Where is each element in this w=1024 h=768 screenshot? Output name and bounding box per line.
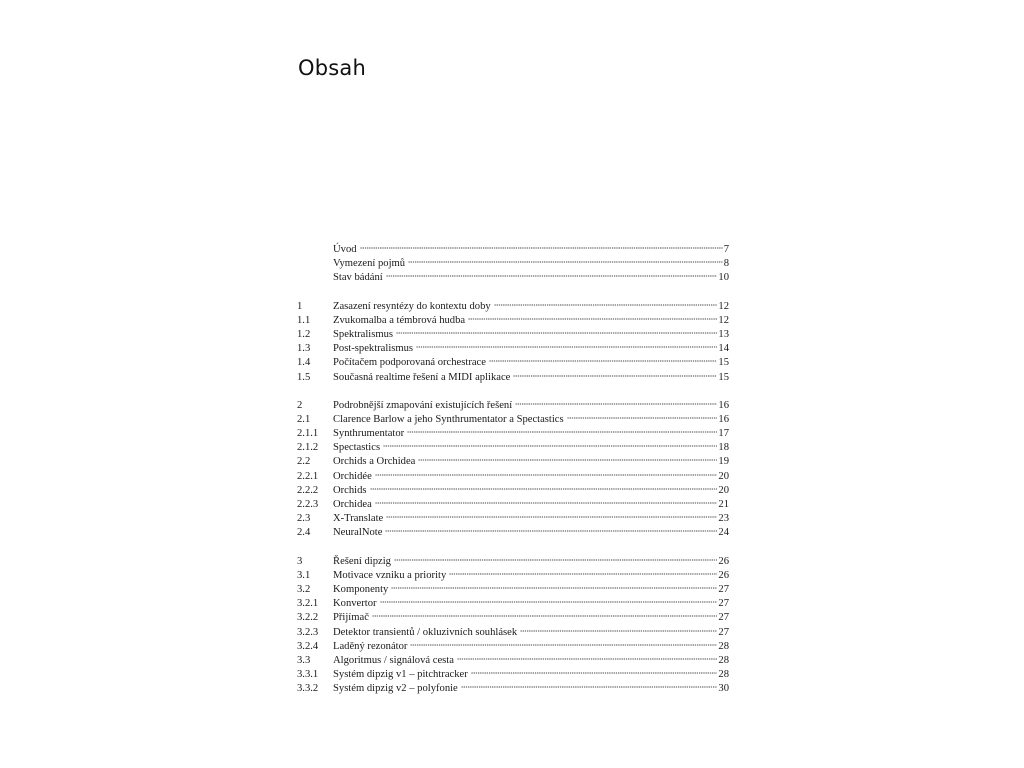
toc-entry-page: 28	[718, 640, 729, 652]
dot-leader	[468, 317, 717, 321]
dot-leader	[416, 345, 717, 349]
dot-leader	[370, 487, 718, 491]
dot-leader	[372, 614, 718, 618]
toc-entry-number: 2.1.1	[297, 428, 319, 440]
toc-entry-number: 1.1	[297, 314, 311, 326]
toc-entry-title: Úvod	[333, 244, 357, 255]
dot-leader	[457, 657, 717, 661]
toc-entry	[297, 455, 729, 469]
toc-group	[297, 399, 729, 541]
toc-entry-page: 24	[718, 527, 729, 539]
toc-entry-page: 8	[723, 258, 729, 270]
toc-entry-title: Detektor transientů / okluzivních souhlásek	[333, 626, 518, 638]
toc-entry-title: Spektralismus	[333, 328, 394, 340]
dot-leader	[461, 685, 718, 689]
toc-entry	[297, 597, 729, 611]
toc-group	[297, 555, 729, 697]
toc-entry-number: 3.2	[297, 583, 311, 595]
toc-entry	[297, 356, 729, 370]
dot-leader	[375, 501, 718, 505]
dot-leader	[386, 515, 717, 519]
toc-entry-title: Současná realtime řešení a MIDI aplikace	[333, 371, 511, 383]
toc-entry	[297, 555, 729, 569]
toc-entry	[297, 427, 729, 441]
toc-entry	[297, 569, 729, 583]
toc-entry-number: 3.3	[297, 654, 311, 666]
toc-entry	[297, 413, 729, 427]
toc-entry	[297, 470, 729, 484]
toc-entry	[297, 682, 729, 696]
dot-leader	[407, 430, 717, 434]
toc-entry-page: 7	[723, 244, 729, 255]
dot-leader	[567, 416, 718, 420]
toc-entry-title: Počítačem podporovaná orchestrace	[333, 357, 486, 369]
toc-entry-title: Komponenty	[333, 583, 389, 595]
toc-entry-title: Podrobnější zmapování existujících řešení	[333, 399, 513, 411]
toc-entry-number: 1.3	[297, 343, 311, 355]
toc-entry-title: Systém dipzig v1 – pitchtracker	[333, 669, 468, 681]
toc-entry-title: Systém dipzig v2 – polyfonie	[333, 683, 458, 695]
toc-entry	[297, 512, 729, 526]
toc-entry-title: Orchids	[333, 484, 367, 496]
toc-entry	[297, 399, 729, 413]
toc-entry-page: 12	[718, 300, 729, 312]
toc-entry-page: 15	[718, 371, 729, 383]
toc-entry-number: 3.3.1	[297, 669, 319, 681]
toc-entry-title: Post-spektralismus	[333, 343, 414, 355]
toc-entry-page: 26	[718, 569, 729, 581]
toc-entry	[297, 611, 729, 625]
toc-entry-page: 20	[718, 470, 729, 482]
toc-entry-page: 18	[718, 442, 729, 454]
toc-entry	[297, 300, 729, 314]
dot-leader	[513, 374, 717, 378]
toc-entry	[297, 498, 729, 512]
dot-leader	[410, 643, 717, 647]
toc-entry-page: 27	[718, 626, 729, 638]
toc-entry-number: 2.1.2	[297, 442, 319, 454]
toc-entry-title: Algoritmus / signálová cesta	[333, 654, 454, 666]
toc-entry-number: 1.4	[297, 357, 311, 369]
toc-entry	[297, 484, 729, 498]
toc-entry-title: X-Translate	[333, 513, 384, 525]
toc-entry-page: 16	[718, 413, 729, 425]
toc-entry-title: Clarence Barlow a jeho Synthrumentator a Spectastics	[333, 413, 564, 425]
toc-entry-number: 3.2.2	[297, 612, 319, 624]
toc-group	[297, 300, 729, 385]
toc-entry-title: Synthrumentator	[333, 428, 405, 440]
toc-entry-page: 19	[718, 456, 729, 468]
toc-entry-title: Stav bádání	[333, 272, 383, 284]
toc-entry-page: 13	[718, 328, 729, 340]
dot-leader	[489, 359, 717, 363]
toc-entry-page: 20	[718, 484, 729, 496]
dot-leader	[471, 671, 718, 675]
toc-entry-page: 21	[718, 499, 729, 510]
toc-entry-page: 27	[718, 612, 729, 624]
toc-entry	[297, 271, 729, 285]
toc-entry-title: Orchidea	[333, 499, 372, 510]
toc-entry-number: 3.2.3	[297, 626, 319, 638]
toc-entry-title: Orchidée	[333, 470, 372, 482]
toc-entry-number: 3.1	[297, 569, 311, 581]
toc-entry-title: Orchids a Orchidea	[333, 456, 416, 468]
toc-entry-page: 26	[718, 555, 729, 567]
table-of-contents	[297, 243, 729, 710]
dot-leader	[515, 402, 717, 406]
toc-entry	[297, 583, 729, 597]
toc-entry-number: 3.2.1	[297, 598, 319, 610]
toc-entry-title: Zasazení resyntézy do kontextu doby	[333, 300, 491, 312]
toc-entry-title: Vymezení pojmů	[333, 258, 406, 270]
toc-entry-number: 2	[297, 399, 303, 411]
toc-entry-page: 15	[718, 357, 729, 369]
dot-leader	[386, 274, 718, 278]
dot-leader	[408, 260, 723, 264]
toc-entry-title: NeuralNote	[333, 527, 383, 539]
dot-leader	[385, 529, 717, 533]
toc-entry-title: Přijímač	[333, 612, 369, 624]
toc-entry-page: 14	[718, 343, 729, 355]
dot-leader	[383, 444, 717, 448]
toc-entry	[297, 626, 729, 640]
toc-entry-title: Řešení dipzig	[333, 555, 391, 567]
toc-entry	[297, 668, 729, 682]
toc-entry-page: 27	[718, 583, 729, 595]
toc-entry	[297, 257, 729, 271]
toc-entry-number: 3.2.4	[297, 640, 319, 652]
toc-entry-page: 12	[718, 314, 729, 326]
dot-leader	[380, 600, 718, 604]
dot-leader	[391, 586, 717, 590]
dot-leader	[396, 331, 717, 335]
toc-entry-page: 27	[718, 598, 729, 610]
toc-entry-number: 3.3.2	[297, 683, 319, 695]
toc-entry-number: 3	[297, 555, 303, 567]
toc-entry	[297, 640, 729, 654]
toc-entry-page: 16	[718, 399, 729, 411]
toc-entry	[297, 526, 729, 540]
toc-entry	[297, 328, 729, 342]
toc-entry-page: 28	[718, 654, 729, 666]
toc-entry-number: 2.1	[297, 413, 311, 425]
toc-entry-page: 30	[718, 683, 729, 695]
toc-group	[297, 243, 729, 286]
toc-entry-number: 2.4	[297, 527, 311, 539]
dot-leader	[394, 558, 717, 562]
toc-entry-title: Motivace vzniku a priority	[333, 569, 447, 581]
dot-leader	[360, 246, 723, 250]
toc-entry-title: Spectastics	[333, 442, 381, 454]
toc-entry-page: 10	[718, 272, 729, 284]
toc-entry	[297, 314, 729, 328]
toc-entry-number: 1.5	[297, 371, 311, 383]
toc-entry-number: 2.3	[297, 513, 311, 525]
dot-leader	[449, 572, 717, 576]
dot-leader	[520, 629, 717, 633]
toc-entry-page: 17	[718, 428, 729, 440]
toc-entry-number: 1	[297, 300, 303, 312]
toc-entry-number: 2.2.2	[297, 484, 319, 496]
toc-entry-page: 23	[718, 513, 729, 525]
toc-entry-page: 28	[718, 669, 729, 681]
toc-entry	[297, 654, 729, 668]
toc-entry-number: 2.2.1	[297, 470, 319, 482]
toc-entry	[297, 243, 729, 257]
toc-entry-title: Zvukomalba a témbrová hudba	[333, 314, 466, 326]
dot-leader	[494, 303, 718, 307]
toc-entry-number: 1.2	[297, 328, 311, 340]
dot-leader	[418, 458, 717, 462]
dot-leader	[375, 473, 718, 477]
toc-entry	[297, 441, 729, 455]
toc-entry	[297, 371, 729, 385]
toc-entry	[297, 342, 729, 356]
toc-entry-title: Konvertor	[333, 598, 377, 610]
toc-entry-title: Laděný rezonátor	[333, 640, 408, 652]
toc-entry-number: 2.2	[297, 456, 311, 468]
toc-entry-number: 2.2.3	[297, 499, 319, 510]
page-title: Obsah	[298, 56, 366, 80]
